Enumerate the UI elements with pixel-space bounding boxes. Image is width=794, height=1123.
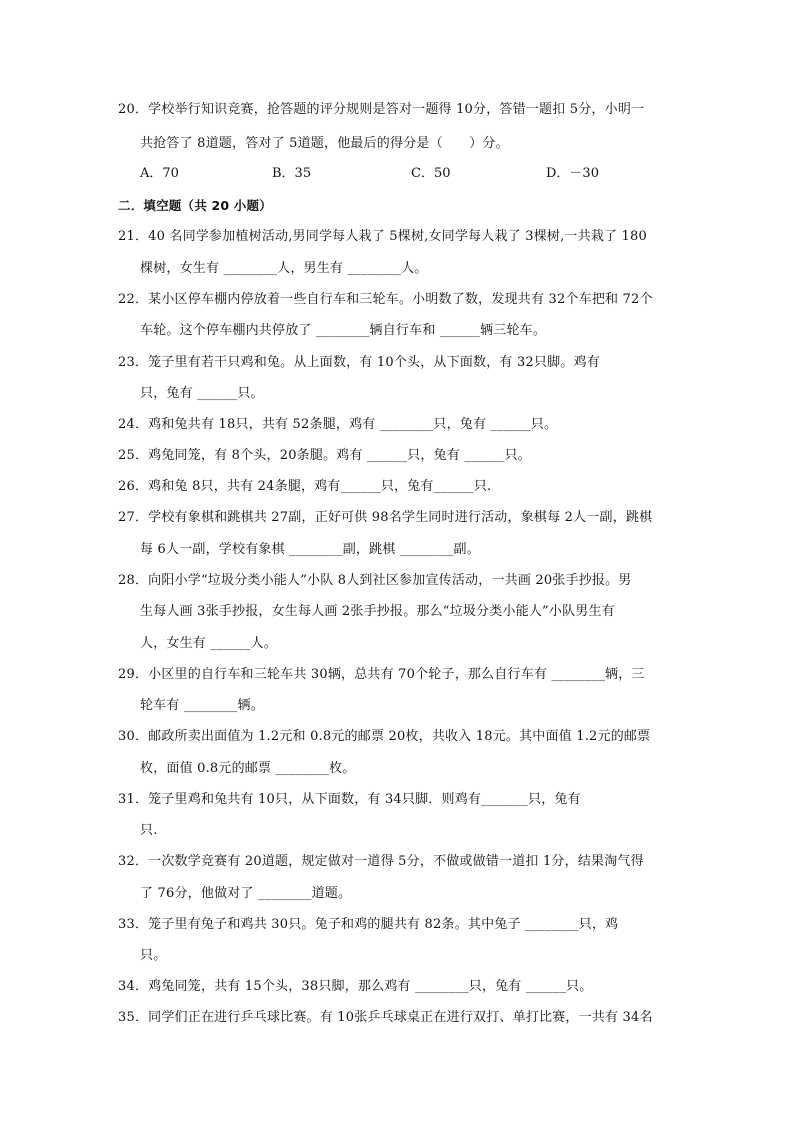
section-heading: 二．填空题（共 20 小题） [118,198,272,213]
q20-line-1: 20．学校举行知识竞赛，抢答题的评分规则是答对一题得 10分，答错一题扣 5分，小明一 [118,102,645,117]
q28-line-3: 人，女生有 ______人。 [140,636,277,651]
q20-line-2: 共抢答了 8道题，答对了 5道题，他最后的得分是（ ）分。 [140,136,509,151]
q27-line-1: 27．学校有象棋和跳棋共 27副，正好可供 98名学生同时进行活动，象棋每 2人一副，跳棋 [118,510,653,525]
q22-line-1: 22．某小区停车棚内停放着一些自行车和三轮车。小明数了数，发现共有 32个车把和 72个 [118,292,653,307]
q28-line-1: 28．向阳小学“垃圾分类小能人”小队 8人到社区参加宣传活动，一共画 20张手抄报。男 [118,573,632,588]
q20-option-a: A．70 [140,166,179,181]
q23-line-1: 23．笼子里有若干只鸡和兔。从上面数，有 10个头，从下面数，有 32只脚。鸡有 [118,355,600,370]
q31-line-2: 只. [140,823,158,838]
q21-line-1: 21．40 名同学参加植树活动,男同学每人栽了 5棵树,女同学每人栽了 3棵树,一共栽了 180 [118,229,647,244]
q30-line-1: 30．邮政所卖出面值为 1.2元和 0.8元的邮票 20枚，共收入 18元。其中面值 1.2元的邮票 [118,729,651,744]
q34-line-1: 34．鸡兔同笼，共有 15个头，38只脚，那么鸡有 ________只，兔有 ______只。 [118,979,593,994]
q20-option-b: B．35 [272,166,312,181]
q23-line-2: 只，兔有 ______只。 [140,386,264,401]
q22-line-2: 车轮。这个停车棚内共停放了 ________辆自行车和 ______辆三轮车。 [140,323,547,338]
q32-line-1: 32．一次数学竞赛有 20道题，规定做对一道得 5分，不做或做错一道扣 1分，结果淘气得 [118,854,644,869]
q31-line-1: 31．笼子里鸡和兔共有 10只，从下面数，有 34只脚．则鸡有_______只，兔有 [118,792,581,807]
q33-line-2: 只。 [140,948,167,963]
q33-line-1: 33．笼子里有兔子和鸡共 30只。兔子和鸡的腿共有 82条。其中兔子 ________只，鸡 [118,917,619,932]
q24-line-1: 24．鸡和兔共有 18只，共有 52条腿，鸡有 ________只，兔有 ______只。 [118,417,558,432]
q29-line-2: 轮车有 ________辆。 [140,698,264,713]
q27-line-2: 每 6人一副，学校有象棋 ________副，跳棋 ________副。 [140,542,480,557]
q21-line-2: 棵树，女生有 ________人，男生有 ________人。 [140,261,428,276]
q26-line-1: 26．鸡和兔 8只，共有 24条腿，鸡有______只，兔有______只. [118,479,492,494]
q28-line-2: 生每人画 3张手抄报，女生每人画 2张手抄报。那么“垃圾分类小能人”小队男生有 [140,604,615,619]
q25-line-1: 25．鸡兔同笼，有 8个头，20条腿。鸡有 ______只，兔有 ______只。 [118,448,531,463]
q20-option-d: D．－30 [546,166,599,181]
q29-line-1: 29．小区里的自行车和三轮车共 30辆，总共有 70个轮子，那么自行车有 ________辆，三 [118,667,645,682]
q35-line-1: 35．同学们正在进行乒乓球比赛。有 10张乒乓球桌正在进行双打、单打比赛，一共有 34名 [118,1010,653,1025]
q32-line-2: 了 76分，他做对了 ________道题。 [140,886,352,901]
q30-line-2: 枚，面值 0.8元的邮票 ________枚。 [140,761,356,776]
q20-option-c: C．50 [411,166,451,181]
